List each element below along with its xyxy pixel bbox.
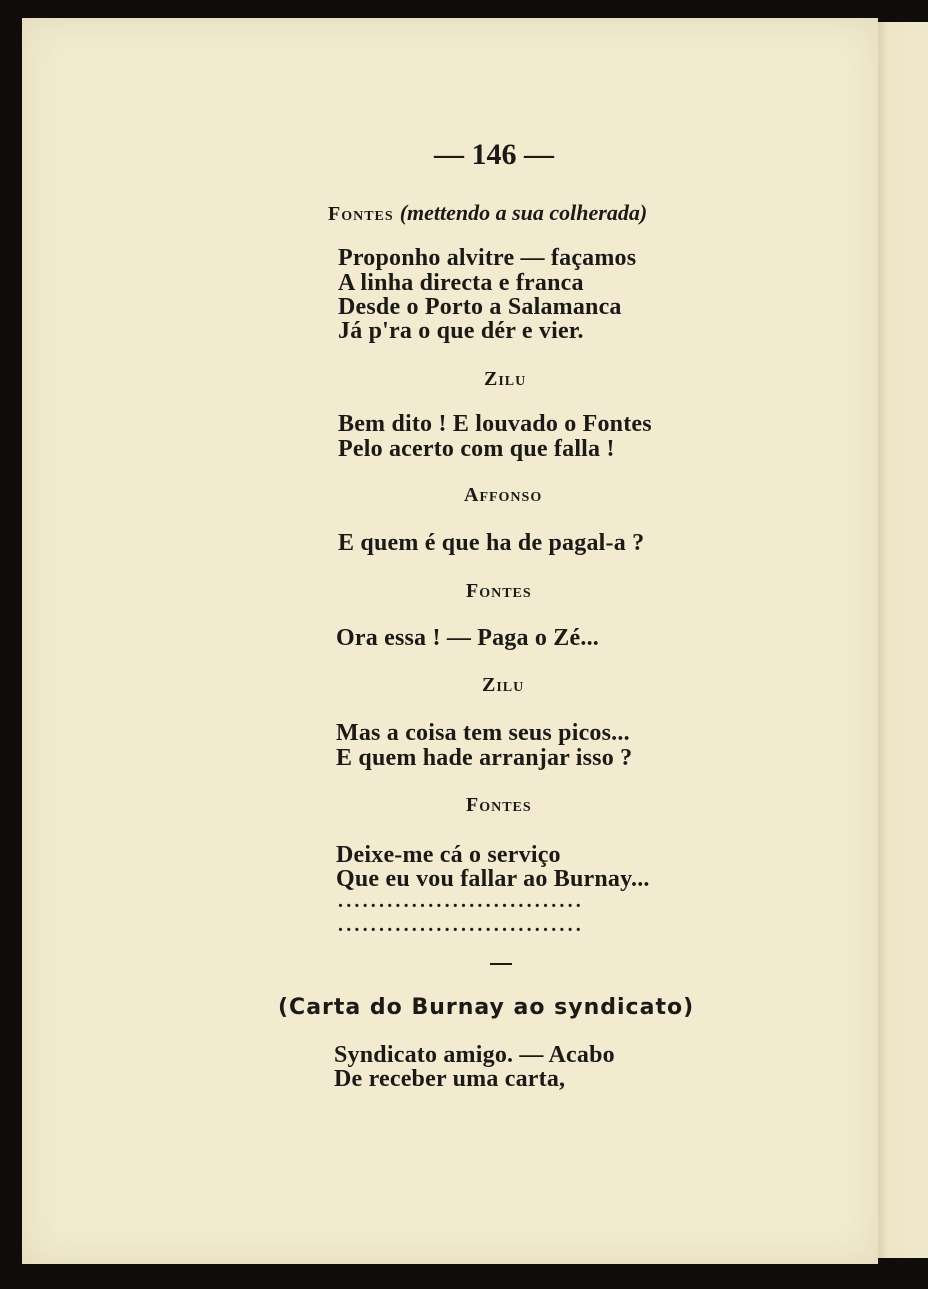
page-number: — 146 — [434,138,554,171]
ellipsis-line: .............................. [338,890,584,912]
speaker-name: Zilu [484,368,527,390]
verse-line: Pelo acerto com que falla ! [338,436,615,462]
speaker-name: Fontes [466,794,532,816]
speaker-name: Zilu [482,674,525,696]
speaker-name: Affonso [464,484,543,506]
letter-line: De receber uma carta, [334,1066,566,1092]
next-page-edge [876,22,928,1258]
verse-line: Bem dito ! E louvado o Fontes [338,411,652,437]
verse-line: Deixe-me cá o serviço [336,842,561,868]
verse-line: E quem é que ha de pagal-a ? [338,530,645,556]
speaker-name [328,200,647,226]
ellipsis-line: .............................. [338,914,584,936]
verse-line: E quem hade arranjar isso ? [336,745,633,771]
verse-line: Ora essa ! — Paga o Zé... [336,625,599,651]
verse-line: Desde o Porto a Salamanca [338,294,622,320]
verse-line: Que eu vou fallar ao Burnay... [336,866,650,892]
speaker-label: Fontes [328,203,394,225]
stage-direction: (mettendo a sua colherada) [399,200,648,225]
verse-line: Já p'ra o que dér e vier. [338,318,584,344]
verse-line: A linha directa e franca [338,270,584,296]
verse-line: Proponho alvitre — façamos [338,245,637,271]
section-divider [490,963,512,965]
scan-border [0,1264,928,1289]
section-heading: (Carta do Burnay ao syndicato) [278,995,695,1020]
verse-line: Mas a coisa tem seus picos... [336,720,630,746]
letter-line: Syndicato amigo. — Acabo [334,1042,615,1068]
speaker-name: Fontes [466,580,532,602]
